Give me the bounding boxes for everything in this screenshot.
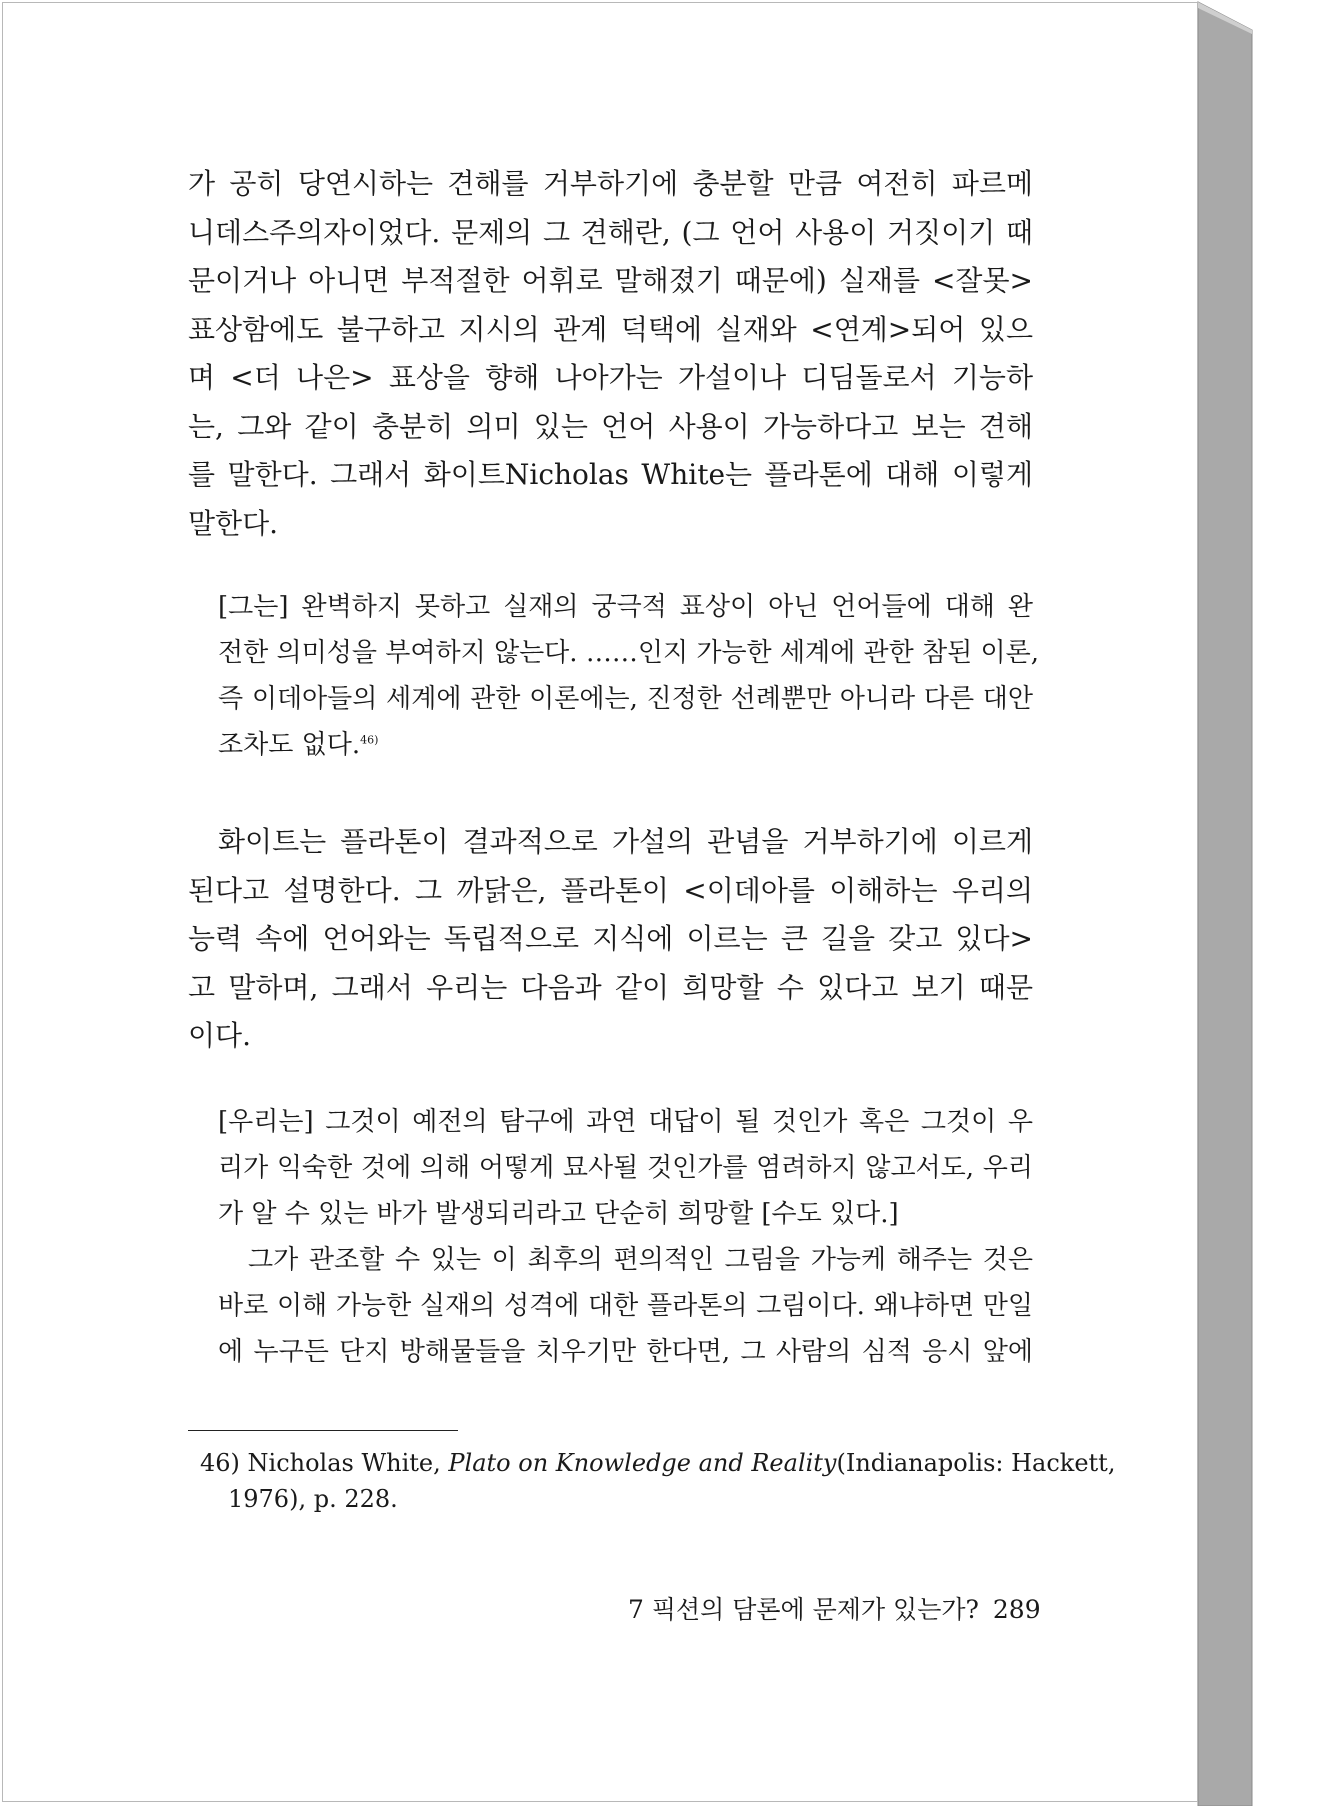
footnote-46 (200, 1445, 1116, 1517)
footnote-marker: 46) (360, 733, 379, 747)
text-line: 표상함에도 불구하고 지시의 관계 덕택에 실재와 <연계>되어 있으 (188, 312, 1033, 346)
running-chapter-title: 7 픽션의 담론에 문제가 있는가? (628, 1595, 979, 1624)
text-line: 말한다. (188, 506, 279, 540)
page-number: 289 (992, 1595, 1041, 1624)
quote-line: [우리는] 그것이 예전의 탐구에 과연 대답이 될 것인가 혹은 그것이 우 (218, 1106, 1033, 1137)
text-line: 가 공히 당연시하는 견해를 거부하기에 충분할 만큼 여전히 파르메 (188, 167, 1033, 200)
text-line: 는, 그와 같이 충분히 의미 있는 언어 사용이 가능하다고 보는 견해 (188, 409, 1033, 443)
text-line: 니데스주의자이었다. 문제의 그 견해란, (그 언어 사용이 거짓이기 때 (188, 215, 1033, 249)
quote-line: 즉 이데아들의 세계에 관한 이론에는, 진정한 선례뿐만 아니라 다른 대안 (218, 684, 1033, 714)
paragraph-1 (188, 160, 1033, 548)
text-line: 문이거나 아니면 부적절한 어휘로 말해졌기 때문에) 실재를 <잘못> (188, 264, 1033, 297)
footnote-book-title: Plato on Knowledge and Reality (448, 1449, 837, 1477)
text-line: 화이트는 플라톤이 결과적으로 가설의 관념을 거부하기에 이르게 (218, 825, 1033, 858)
text-line: 능력 속에 언어와는 독립적으로 지식에 이르는 큰 길을 갖고 있다> (188, 922, 1033, 955)
page-footer (628, 1590, 1041, 1626)
quote-text: 조차도 없다. (218, 730, 361, 760)
text-line: 고 말하며, 그래서 우리는 다음과 같이 희망할 수 있다고 보기 때문 (188, 970, 1033, 1004)
quote-line: [그는] 완벽하지 못하고 실재의 궁극적 표상이 아닌 언어들에 대해 완 (218, 592, 1033, 622)
quote-line: 전한 의미성을 부여하지 않는다. ……인지 가능한 세계에 관한 참된 이론, (218, 638, 1040, 668)
footnote-suffix: (Indianapolis: Hackett, (836, 1449, 1116, 1477)
quote-line: 리가 익숙한 것에 의해 어떻게 묘사될 것인가를 염려하지 않고서도, 우리 (218, 1152, 1033, 1183)
footnote-line: 1976), p. 228. (228, 1485, 398, 1513)
text-line: 며 <더 나은> 표상을 향해 나아가는 가설이나 디딤돌로서 기능하 (188, 361, 1033, 394)
footnote-rule (188, 1430, 458, 1431)
text-line: 된다고 설명한다. 그 까닭은, 플라톤이 <이데아를 이해하는 우리의 (188, 873, 1033, 907)
quote-line (188, 722, 1033, 768)
footnote-line (200, 1445, 1116, 1481)
paragraph-2 (188, 818, 1033, 1061)
quote-line: 에 누구든 단지 방해물들을 치우기만 한다면, 그 사람의 심적 응시 앞에 (218, 1336, 1033, 1367)
footnote-prefix: 46) Nicholas White, (200, 1449, 449, 1477)
quote-line: 가 알 수 있는 바가 발생되리라고 단순히 희망할 [수도 있다.] (218, 1198, 899, 1229)
page-body (188, 160, 1040, 1375)
block-quote-1 (188, 584, 1040, 768)
text-line: 를 말한다. 그래서 화이트Nicholas White는 플라톤에 대해 이렇게 (188, 458, 1033, 491)
quote-line: 바로 이해 가능한 실재의 성격에 대한 플라톤의 그림이다. 왜냐하면 만일 (218, 1290, 1033, 1321)
quote-line: 그가 관조할 수 있는 이 최후의 편의적인 그림을 가능케 해주는 것은 (248, 1244, 1033, 1275)
block-quote-2 (188, 1099, 1033, 1375)
text-line: 이다. (188, 1019, 251, 1052)
